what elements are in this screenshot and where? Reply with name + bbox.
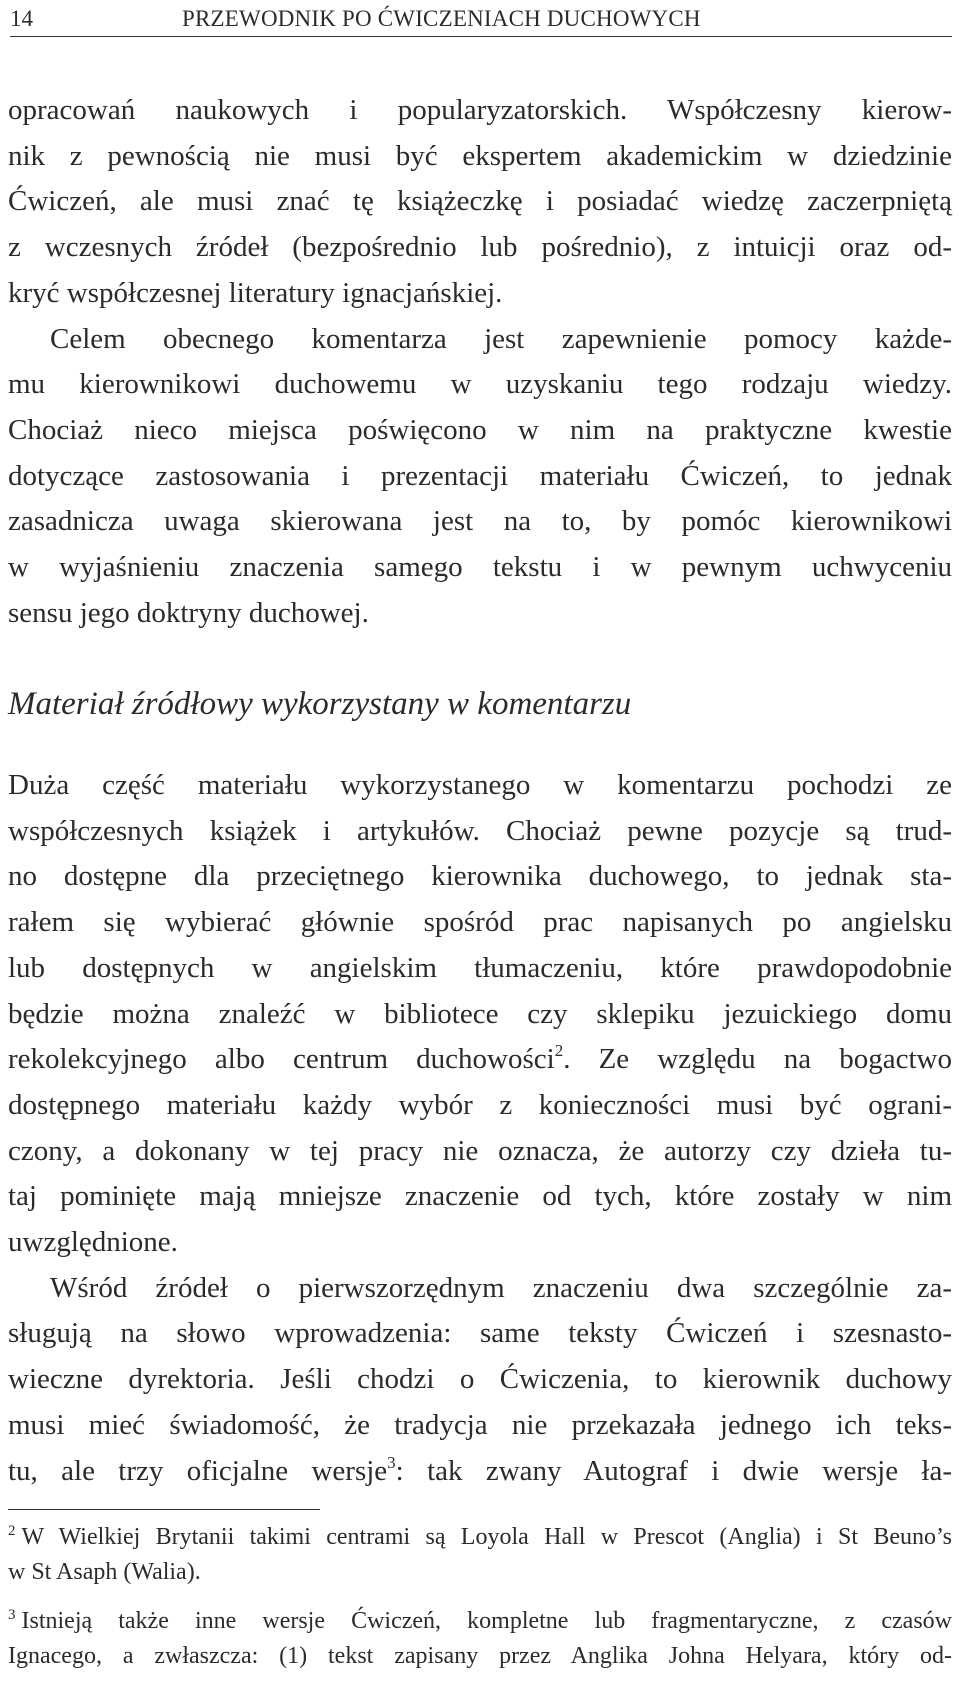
footnote-2 (8, 1520, 952, 1590)
footnote-3 (8, 1604, 952, 1674)
footnotes (8, 1520, 952, 1674)
text-line: mu kierownikowi duchowemu w uzyskaniu tego rodzaju wiedzy. (8, 368, 952, 401)
text-line: wieczne dyrektoria. Jeśli chodzi o Ćwiczenia, to kierownik duchowy (8, 1363, 952, 1396)
text-fragment: . Ze względu na bogactwo (563, 1043, 952, 1076)
text-line: lub dostępnych w angielskim tłumaczeniu, które prawdopodobnie (8, 951, 952, 984)
text-line (8, 1037, 952, 1083)
body-text-top (8, 88, 952, 636)
footnote-reference-3: 3 (387, 1452, 396, 1472)
footnote-reference-2: 2 (554, 1041, 564, 1061)
text-line: opracowań naukowych i popularyzatorskich. Współczesny kierow- (8, 94, 952, 126)
paragraph-commentary-purpose (8, 317, 952, 637)
text-line: sensu jego doktryny duchowej. (8, 596, 369, 629)
text-line: czony, a dokonany w tej pracy nie oznacza, że autorzy czy dzieła tu- (8, 1134, 952, 1167)
text-line: dostępnego materiału każdy wybór z konieczności musi być ograni- (8, 1088, 952, 1121)
body-text-bottom (8, 763, 952, 1494)
text-line: dotyczące zastosowania i prezentacji materiału Ćwiczeń, to jednak (8, 459, 952, 492)
text-line: nik z pewnością nie musi być ekspertem akademickim w dziedzinie (8, 139, 952, 172)
text-line: zasadnicza uwaga skierowana jest na to, by pomóc kierownikowi (8, 505, 952, 538)
section-heading: Materiał źródłowy wykorzystany w komentarzu (8, 686, 632, 722)
text-line: Chociaż nieco miejsca poświęcono w nim na praktyczne kwestie (8, 413, 952, 446)
paragraph-continuation (8, 88, 952, 317)
paragraph-primary-sources (8, 1266, 952, 1495)
text-line: Ćwiczeń, ale musi znać tę książeczkę i posiadać wiedzę zaczerpniętą (8, 185, 952, 218)
running-title: PRZEWODNIK PO ĆWICZENIACH DUCHOWYCH (182, 6, 701, 31)
text-fragment: rekolekcyjnego albo centrum duchowości (8, 1043, 555, 1076)
text-line: współczesnych książek i artykułów. Chociaż pewne pozycje są trud- (8, 814, 952, 847)
footnote-line: w St Asaph (Walia). (8, 1559, 201, 1585)
text-line: będzie można znaleźć w bibliotece czy sklepiku jezuickiego domu (8, 997, 952, 1030)
paragraph-source-material (8, 763, 952, 1266)
text-line: Duża część materiału wykorzystanego w komentarzu pochodzi ze (8, 769, 952, 801)
text-line: uwzględnione. (8, 1226, 178, 1259)
text-line: Celem obecnego komentarza jest zapewnienie pomocy każde- (50, 322, 952, 355)
text-fragment: tu, ale trzy oficjalne wersje (8, 1454, 388, 1487)
footnote-line (8, 1604, 952, 1639)
footnote-line (8, 1520, 952, 1555)
text-line (8, 1449, 952, 1495)
footnote-number: 2 (8, 1523, 16, 1539)
text-line: z wczesnych źródeł (bezpośrednio lub pośrednio), z intuicji oraz od- (8, 231, 952, 264)
text-line: kryć współczesnej literatury ignacjańskiej. (8, 276, 503, 309)
text-line: w wyjaśnieniu znaczenia samego tekstu i w pewnym uchwyceniu (8, 551, 952, 584)
footnote-number: 3 (8, 1607, 16, 1623)
text-line: sługują na słowo wprowadzenia: same teksty Ćwiczeń i szesnasto- (8, 1317, 952, 1350)
footnote-line: Ignacego, a zwłaszcza: (1) tekst zapisany przez Anglika Johna Helyara, który od- (8, 1643, 952, 1669)
text-line: musi mieć świadomość, że tradycja nie przekazała jednego ich teks- (8, 1408, 952, 1441)
text-line: Wśród źródeł o pierwszorzędnym znaczeniu dwa szczególnie za- (50, 1271, 952, 1304)
running-header (10, 4, 952, 37)
text-line: no dostępne dla przeciętnego kierownika duchowego, to jednak sta- (8, 860, 952, 893)
footnote-divider (8, 1509, 320, 1510)
page-number: 14 (10, 6, 33, 31)
footnote-text: W Wielkiej Brytanii takimi centrami są Loyola Hall w Prescot (Anglia) i St Beuno’s (21, 1524, 952, 1550)
text-line: rałem się wybierać głównie spośród prac napisanych po angielsku (8, 906, 952, 939)
text-fragment: : tak zwany Autograf i dwie wersje ła- (395, 1454, 952, 1487)
text-line: taj pominięte mają mniejsze znaczenie od tych, które zostały w nim (8, 1180, 952, 1213)
footnote-text: Istnieją także inne wersje Ćwiczeń, kompletne lub fragmentaryczne, z czasów (21, 1608, 952, 1634)
